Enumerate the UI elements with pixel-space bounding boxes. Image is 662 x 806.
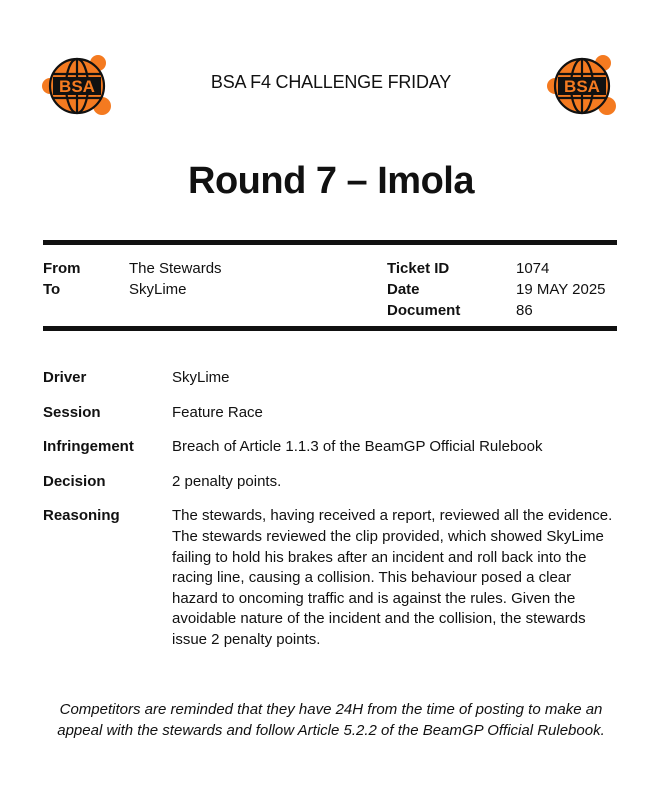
logo-text: BSA [59,77,95,96]
driver-value: SkyLime [172,369,230,386]
event-title: BSA F4 CHALLENGE FRIDAY [210,72,452,92]
date-value: 19 MAY 2025 [516,281,606,298]
infringement-value: Breach of Article 1.1.3 of the BeamGP Official Rulebook [172,438,543,456]
from-to-labels [43,258,81,300]
infringement-label: Infringement [43,438,134,456]
document-value: 86 [516,302,533,319]
decision-value: 2 penalty points. [172,472,282,490]
decision-row [43,472,623,493]
reasoning-value: The stewards, having received a report, reviewed all the evidence. The stewards reviewed the clip provided, which showed SkyLime failing to hold his brakes after an incident and roll back into the racing line, causing a collision. This behaviour posed a clear hazard to oncoming traffic and is against the rules. Given the avoidable nature of the incident and the collision, the stewards issue 2 penalty points. [172,507,613,648]
bottom-divider [43,326,617,331]
from-to-values [129,258,222,300]
session-row [43,403,623,424]
from-label: From [43,260,81,277]
session-value: Feature Race [172,403,263,421]
ticket-id-value: 1074 [516,260,550,277]
ticket-meta-labels [387,258,460,321]
bsa-globe-logo-icon [547,52,617,118]
to-label: To [43,281,61,298]
reasoning-label: Reasoning [43,507,120,525]
decision-label: Decision [43,472,106,490]
bsa-logo-right [547,52,617,118]
document-label: Document [387,302,461,319]
reasoning-row [43,506,623,650]
driver-row [43,368,623,389]
top-divider [43,240,617,245]
infringement-row [43,437,623,458]
to-value: SkyLime [129,281,187,298]
round-title: Round 7 – Imola [188,160,474,202]
logo-text: BSA [564,77,600,96]
ticket-id-label: Ticket ID [387,260,450,277]
from-value: The Stewards [129,260,222,277]
decision-details [43,368,623,665]
appeal-notice: Competitors are reminded that they have 24H from the time of posting to make an appeal with the stewards and follow Article 5.2.2 of the BeamGP Official Rulebook. [57,701,605,739]
ticket-meta-values [516,258,606,321]
driver-label: Driver [43,369,87,386]
session-label: Session [43,403,101,421]
date-label: Date [387,281,420,298]
